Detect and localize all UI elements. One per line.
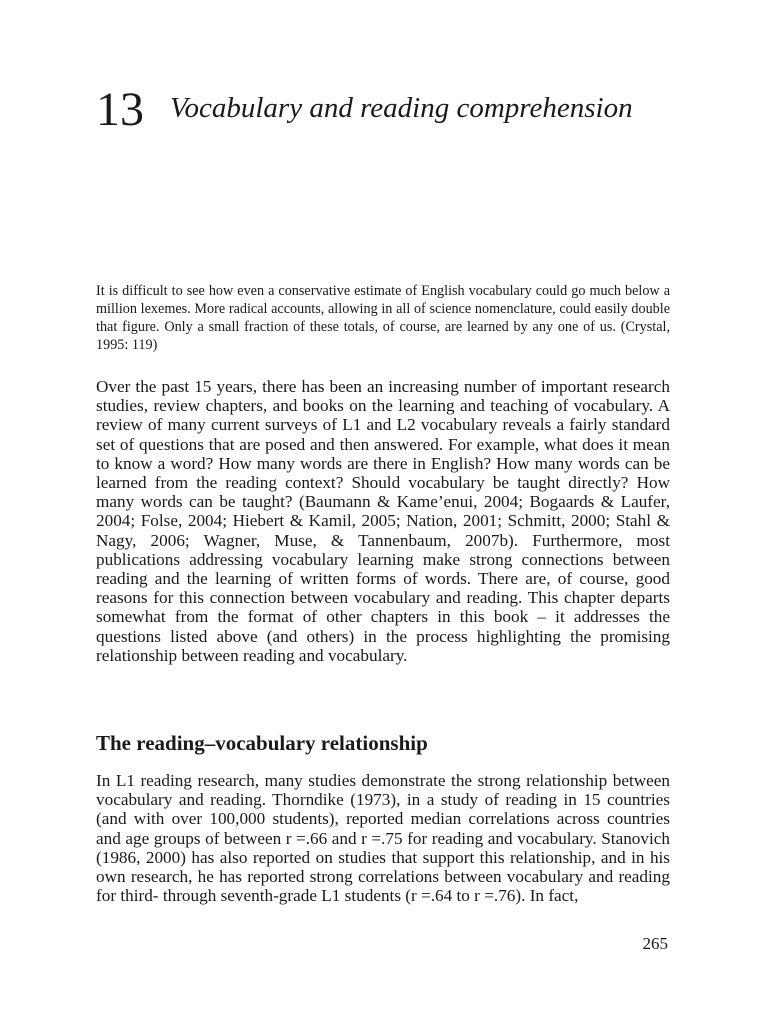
- body-paragraph-1: Over the past 15 years, there has been an increasing number of important research studies, review chapters, and books on the learning and teaching of vocabulary. A review of many current surveys of L1 and L2 vocabulary reveals a fairly standard set of questions that are posed and then answered. For example, what does it mean to know a word? How many words are there in English? How many words can be learned from the reading context? Should vocabulary be taught directly? How many words can be taught? (Baumann & Kame’enui, 2004; Bogaards & Laufer, 2004; Folse, 2004; Hiebert & Kamil, 2005; Nation, 2001; Schmitt, 2000; Stahl & Nagy, 2006; Wagner, Muse, & Tannenbaum, 2007b). Furthermore, most publications addressing vocabulary learning make strong connections between reading and the learning of written forms of words. There are, of course, good reasons for this connection between vocabulary and reading. This chapter departs somewhat from the format of other chapters in this book – it addresses the questions listed above (and others) in the process highlighting the promising relationship between reading and vocabulary.: [96, 377, 670, 665]
- chapter-title: Vocabulary and reading comprehension: [170, 92, 633, 124]
- epigraph-quote: It is difficult to see how even a conservative estimate of English vocabulary could go much below a million lexemes. More radical accounts, allowing in all of science nomenclature, could easily double that figure. Only a small fraction of these totals, of course, are learned by any one of us. (Crystal, 1995: 119): [96, 283, 670, 353]
- page-number: 265: [642, 934, 668, 953]
- chapter-number: 13: [96, 83, 144, 136]
- section-heading: The reading–vocabulary relationship: [96, 731, 428, 755]
- body-paragraph-2: In L1 reading research, many studies demonstrate the strong relationship between vocabulary and reading. Thorndike (1973), in a study of reading in 15 countries (and with over 100,000 students), reported median correlations across countries and age groups of between r =.66 and r =.75 for reading and vocabulary. Stanovich (1986, 2000) has also reported on studies that support this relationship, and in his own research, he has reported strong correlations between vocabulary and reading for third- through seventh-grade L1 students (r =.64 to r =.76). In fact,: [96, 771, 670, 906]
